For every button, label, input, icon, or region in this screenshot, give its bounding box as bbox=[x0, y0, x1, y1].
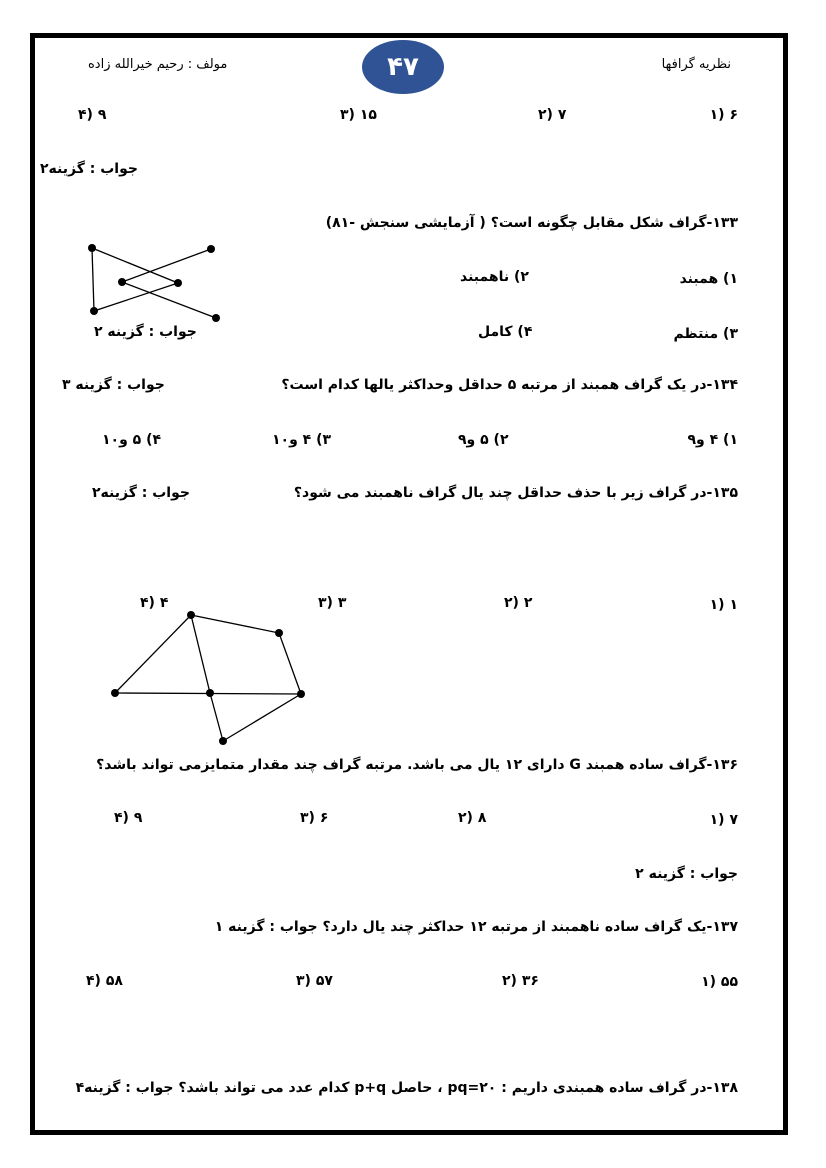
q135-answer: جواب : گزینه۲ bbox=[92, 485, 190, 501]
q134-option-4: ۴) ۵ و۱۰ bbox=[102, 432, 162, 448]
option-4: ۴) ۹ bbox=[78, 107, 107, 123]
q137-option-4: ۴) ۵۸ bbox=[86, 973, 123, 989]
q133-option-1: ۱) همبند bbox=[679, 271, 738, 287]
graph-vertex bbox=[219, 737, 227, 745]
graph-edge bbox=[191, 615, 210, 693]
graph-vertex bbox=[111, 689, 119, 697]
q135-option-1: ۱) ۱ bbox=[709, 597, 738, 613]
q133-option-2: ۲) ناهمبند bbox=[460, 269, 529, 285]
question-134: ۱۳۴-در یک گراف همبند از مرتبه ۵ حداقل وحداکثر یالها کدام است؟ bbox=[281, 377, 738, 393]
q136-option-3: ۳) ۶ bbox=[300, 810, 329, 826]
q134-answer: جواب : گزینه ۳ bbox=[62, 377, 165, 393]
q137-option-1: ۱) ۵۵ bbox=[701, 974, 738, 990]
page-number-badge: ۴۷ bbox=[362, 40, 444, 94]
q134-option-2: ۲) ۵ و۹ bbox=[458, 432, 509, 448]
q137-option-2: ۲) ۳۶ bbox=[502, 973, 539, 989]
graph-edge bbox=[115, 615, 191, 693]
graph-edge bbox=[223, 694, 301, 741]
graph-edge bbox=[191, 615, 279, 633]
q134-option-3: ۳) ۴ و۱۰ bbox=[272, 432, 332, 448]
question-135: ۱۳۵-در گراف زیر با حذف حداقل چند یال گراف ناهمبند می شود؟ bbox=[293, 485, 738, 501]
option-1: ۱) ۶ bbox=[709, 107, 738, 123]
question-133: ۱۳۳-گراف شکل مقابل چگونه است؟ ( آزمایشی سنجش -۸۱) bbox=[325, 215, 738, 231]
graph-vertex bbox=[297, 690, 305, 698]
question-137: ۱۳۷-یک گراف ساده ناهمبند از مرتبه ۱۲ حداکثر چند یال دارد؟ جواب : گزینه ۱ bbox=[214, 919, 738, 935]
q135-option-2: ۲) ۲ bbox=[504, 595, 533, 611]
graph-vertex bbox=[187, 611, 195, 619]
graph-edge bbox=[279, 633, 301, 694]
q136-option-2: ۲) ۸ bbox=[458, 810, 487, 826]
graph-vertex bbox=[206, 689, 214, 697]
question-138: ۱۳۸-در گراف ساده همبندی داریم : pq=۲۰ ، حاصل p+q کدام عدد می تواند باشد؟ جواب : گزینه۴ bbox=[75, 1080, 738, 1096]
option-3: ۳) ۱۵ bbox=[340, 107, 377, 123]
q134-option-1: ۱) ۴ و۹ bbox=[687, 432, 738, 448]
graph-edge bbox=[210, 693, 223, 741]
q133-option-3: ۳) منتظم bbox=[673, 326, 738, 342]
q135-option-4: ۴) ۴ bbox=[140, 595, 169, 611]
q137-option-3: ۳) ۵۷ bbox=[296, 973, 333, 989]
author-name: مولف : رحیم خیرالله زاده bbox=[88, 57, 228, 72]
subject-title: نظریه گرافها bbox=[661, 57, 731, 72]
q136-answer: جواب : گزینه ۲ bbox=[635, 866, 738, 882]
graph-vertex bbox=[275, 629, 283, 637]
q136-option-1: ۱) ۷ bbox=[709, 812, 738, 828]
option-2: ۲) ۷ bbox=[538, 107, 567, 123]
answer: جواب : گزینه۲ bbox=[40, 161, 138, 177]
question-136: ۱۳۶-گراف ساده همبند G دارای ۱۲ یال می باشد. مرتبه گراف چند مقدار متمایزمی تواند باشد؟ bbox=[96, 757, 738, 773]
q135-option-3: ۳) ۳ bbox=[318, 595, 347, 611]
q133-option-4: ۴) کامل bbox=[478, 324, 533, 340]
q133-answer: جواب : گزینه ۲ bbox=[94, 324, 197, 340]
q136-option-4: ۴) ۹ bbox=[114, 810, 143, 826]
